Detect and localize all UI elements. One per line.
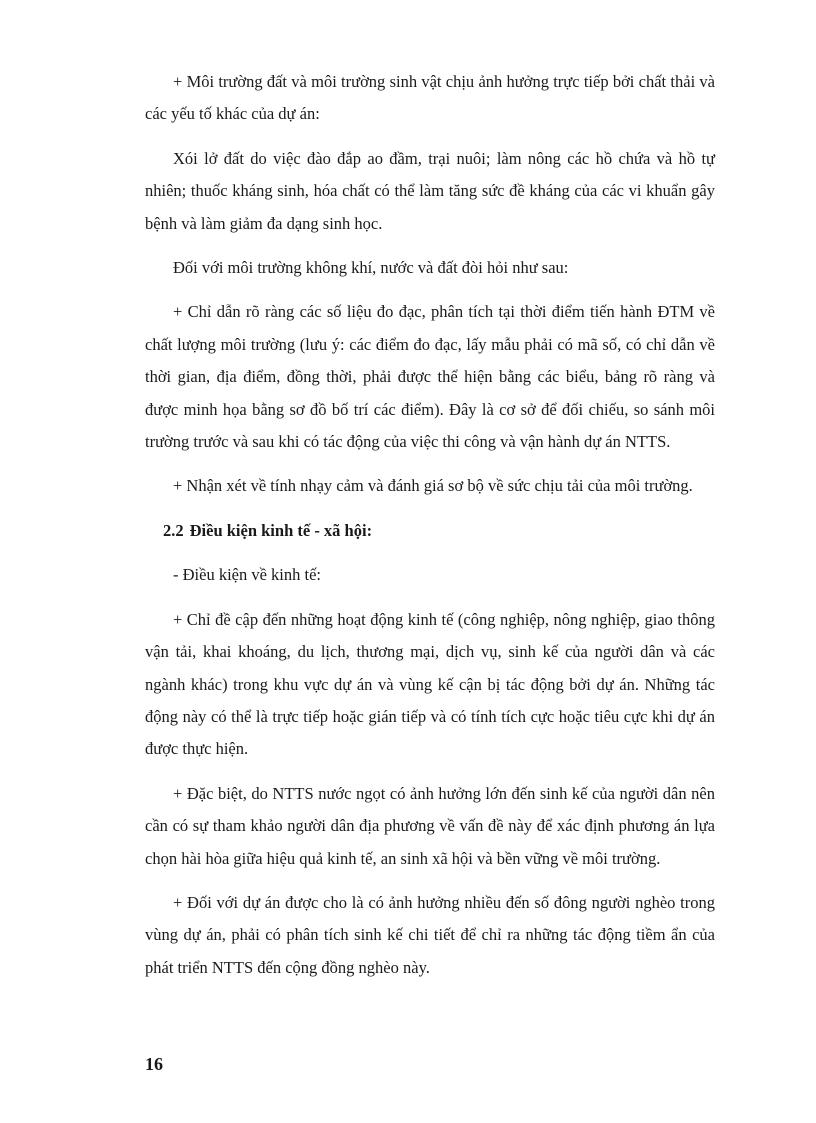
paragraph: + Đối với dự án được cho là có ảnh hưởng nhiều đến số đông người nghèo trong vùng dự án, phải có phân tích sinh kế chi tiết để chỉ ra những tác động tiềm ẩn của phát triển NTTS đến cộng đồng nghèo này.: [145, 892, 715, 977]
paragraph: + Nhận xét về tính nhạy cảm và đánh giá sơ bộ về sức chịu tải của môi trường.: [173, 476, 693, 496]
page-number: 16: [145, 1054, 163, 1074]
section-heading: [145, 515, 715, 547]
paragraph: - Điều kiện về kinh tế:: [173, 565, 322, 585]
section-number: 2.2: [163, 520, 184, 540]
document-page: [145, 66, 715, 996]
paragraph: + Chỉ đề cập đến những hoạt động kinh tế (công nghiệp, nông nghiệp, giao thông vận tải, khai khoáng, du lịch, thương mại, dịch vụ, sinh kế của người dân và các ngành khác) trong khu vực dự án và vùng kế cận bị tác động bởi dự án. Những tác động này có thể là trực tiếp hoặc gián tiếp và có tính tích cực hoặc tiêu cực khi dự án được thực hiện.: [145, 609, 715, 759]
section-title: Điều kiện kinh tế - xã hội:: [189, 520, 373, 540]
paragraph: + Đặc biệt, do NTTS nước ngọt có ảnh hưởng lớn đến sinh kế của người dân nên cần có sự tham khảo người dân địa phương về vấn đề này để xác định phương án lựa chọn hài hòa giữa hiệu quả kinh tế, an sinh xã hội và bền vững về môi trường.: [145, 783, 715, 868]
paragraph: Đối với môi trường không khí, nước và đất đòi hỏi như sau:: [173, 258, 569, 278]
paragraph: + Môi trường đất và môi trường sinh vật chịu ảnh hưởng trực tiếp bởi chất thải và các yếu tố khác của dự án:: [145, 72, 715, 124]
paragraph: Xói lở đất do việc đào đắp ao đầm, trại nuôi; làm nông các hồ chứa và hồ tự nhiên; thuốc kháng sinh, hóa chất có thể làm tăng sức đề kháng của các vi khuẩn gây bệnh và làm giảm đa dạng sinh học.: [145, 148, 715, 233]
paragraph: + Chỉ dẫn rõ ràng các số liệu đo đạc, phân tích tại thời điểm tiến hành ĐTM về chất lượng môi trường (lưu ý: các điểm đo đạc, lấy mẫu phải có mã số, có chỉ dẫn về thời gian, địa điểm, đồng thời, phải được thể hiện bằng các biểu, bảng rõ ràng và được minh họa bằng sơ đồ bố trí các điểm). Đây là cơ sở để đối chiếu, so sánh môi trường trước và sau khi có tác động của việc thi công và vận hành dự án NTTS.: [145, 302, 715, 452]
